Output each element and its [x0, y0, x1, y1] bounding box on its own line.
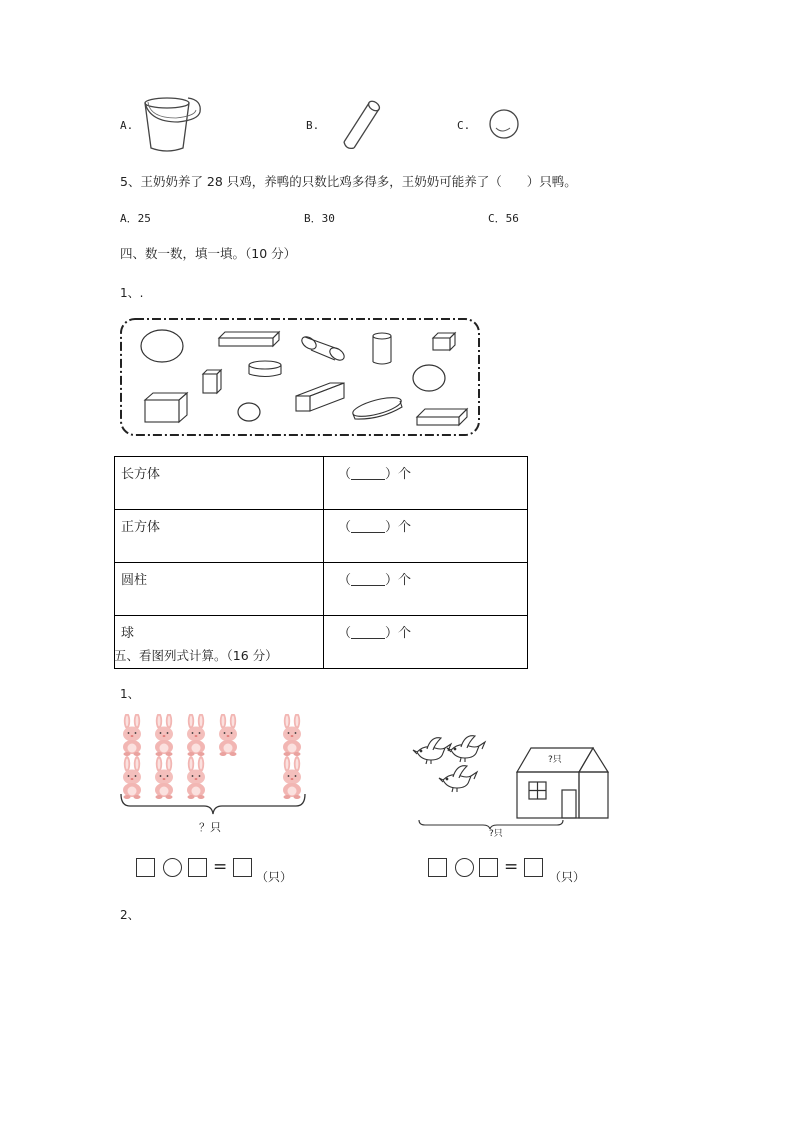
shape-name-cell: 圆柱	[115, 563, 324, 616]
ball-shape	[141, 330, 183, 362]
answer-box[interactable]	[136, 858, 155, 877]
cube-shape	[145, 393, 187, 422]
table-row	[115, 510, 528, 563]
q5-option-c[interactable]: C．56	[488, 212, 519, 225]
unit-label: （只）	[549, 870, 586, 884]
cuboid-shape	[203, 370, 221, 393]
section4-title: 四、数一数，填一填。（10 分）	[120, 246, 297, 261]
q5-text: 5、王奶奶养了 28 只鸡，养鸭的只数比鸡多得多，王奶奶可能养了（ ）只鸭。	[120, 174, 577, 189]
shape-name-cell: 长方体	[115, 457, 324, 510]
brace	[121, 794, 305, 814]
ball-shape	[238, 403, 260, 421]
unit-label: （只）	[256, 870, 293, 884]
option-b-label: B.	[306, 119, 320, 132]
birds-total-label: ?只	[489, 829, 503, 839]
bird-icon	[413, 738, 451, 764]
answer-cell[interactable]: （ ）个	[324, 457, 528, 510]
operator-circle[interactable]	[455, 858, 474, 877]
equals-sign: =	[213, 857, 228, 877]
ball-icon[interactable]	[488, 108, 522, 142]
cube-shape	[433, 333, 455, 350]
cylinder-shape	[373, 333, 391, 364]
answer-blank[interactable]	[351, 573, 385, 586]
option-c-label: C.	[457, 119, 471, 132]
answer-cell[interactable]: （ ）个	[324, 563, 528, 616]
answer-box[interactable]	[524, 858, 543, 877]
cuboid-shape	[417, 409, 467, 425]
cylinder-icon[interactable]	[340, 98, 388, 154]
cylinder-shape	[351, 394, 403, 420]
answer-box[interactable]	[188, 858, 207, 877]
table-row	[115, 563, 528, 616]
answer-blank[interactable]	[351, 626, 385, 639]
cylinder-shape	[249, 361, 281, 377]
house-label: ?只	[548, 755, 562, 765]
rabbits-figure	[116, 714, 312, 834]
shape-name-cell: 球	[115, 616, 324, 669]
rabbits-total-label: ？只	[199, 821, 221, 834]
answer-box[interactable]	[428, 858, 447, 877]
section4-item1: 1、.	[120, 286, 144, 300]
q5-option-b[interactable]: B．30	[304, 212, 335, 225]
cuboid-shape	[296, 383, 344, 411]
bird-icon	[439, 766, 477, 792]
table-row	[115, 457, 528, 510]
section5-item1: 1、	[120, 687, 140, 701]
section5-item2: 2、	[120, 908, 140, 922]
answer-box[interactable]	[233, 858, 252, 877]
solid-shapes-figure	[118, 316, 484, 440]
answer-cell[interactable]: （ ）个	[324, 510, 528, 563]
cuboid-shape	[219, 332, 279, 346]
shape-count-table	[114, 456, 528, 669]
rabbit-row-bottom	[123, 756, 301, 799]
bucket-icon[interactable]	[140, 94, 210, 156]
answer-box[interactable]	[479, 858, 498, 877]
rabbit-row-top	[123, 714, 301, 756]
ball-shape	[413, 365, 445, 391]
answer-blank[interactable]	[351, 520, 385, 533]
bird-icon	[447, 736, 485, 762]
q5-option-a[interactable]: A．25	[120, 212, 151, 225]
section5-title: 五、看图列式计算。（16 分）	[114, 648, 278, 663]
cylinder-shape	[300, 334, 347, 362]
operator-circle[interactable]	[163, 858, 182, 877]
equals-sign: =	[504, 857, 519, 877]
answer-cell[interactable]: （ ）个	[324, 616, 528, 669]
house-icon	[517, 748, 608, 818]
option-a-label: A.	[120, 119, 134, 132]
answer-blank[interactable]	[351, 467, 385, 480]
birds-house-figure	[405, 734, 615, 834]
shape-name-cell: 正方体	[115, 510, 324, 563]
